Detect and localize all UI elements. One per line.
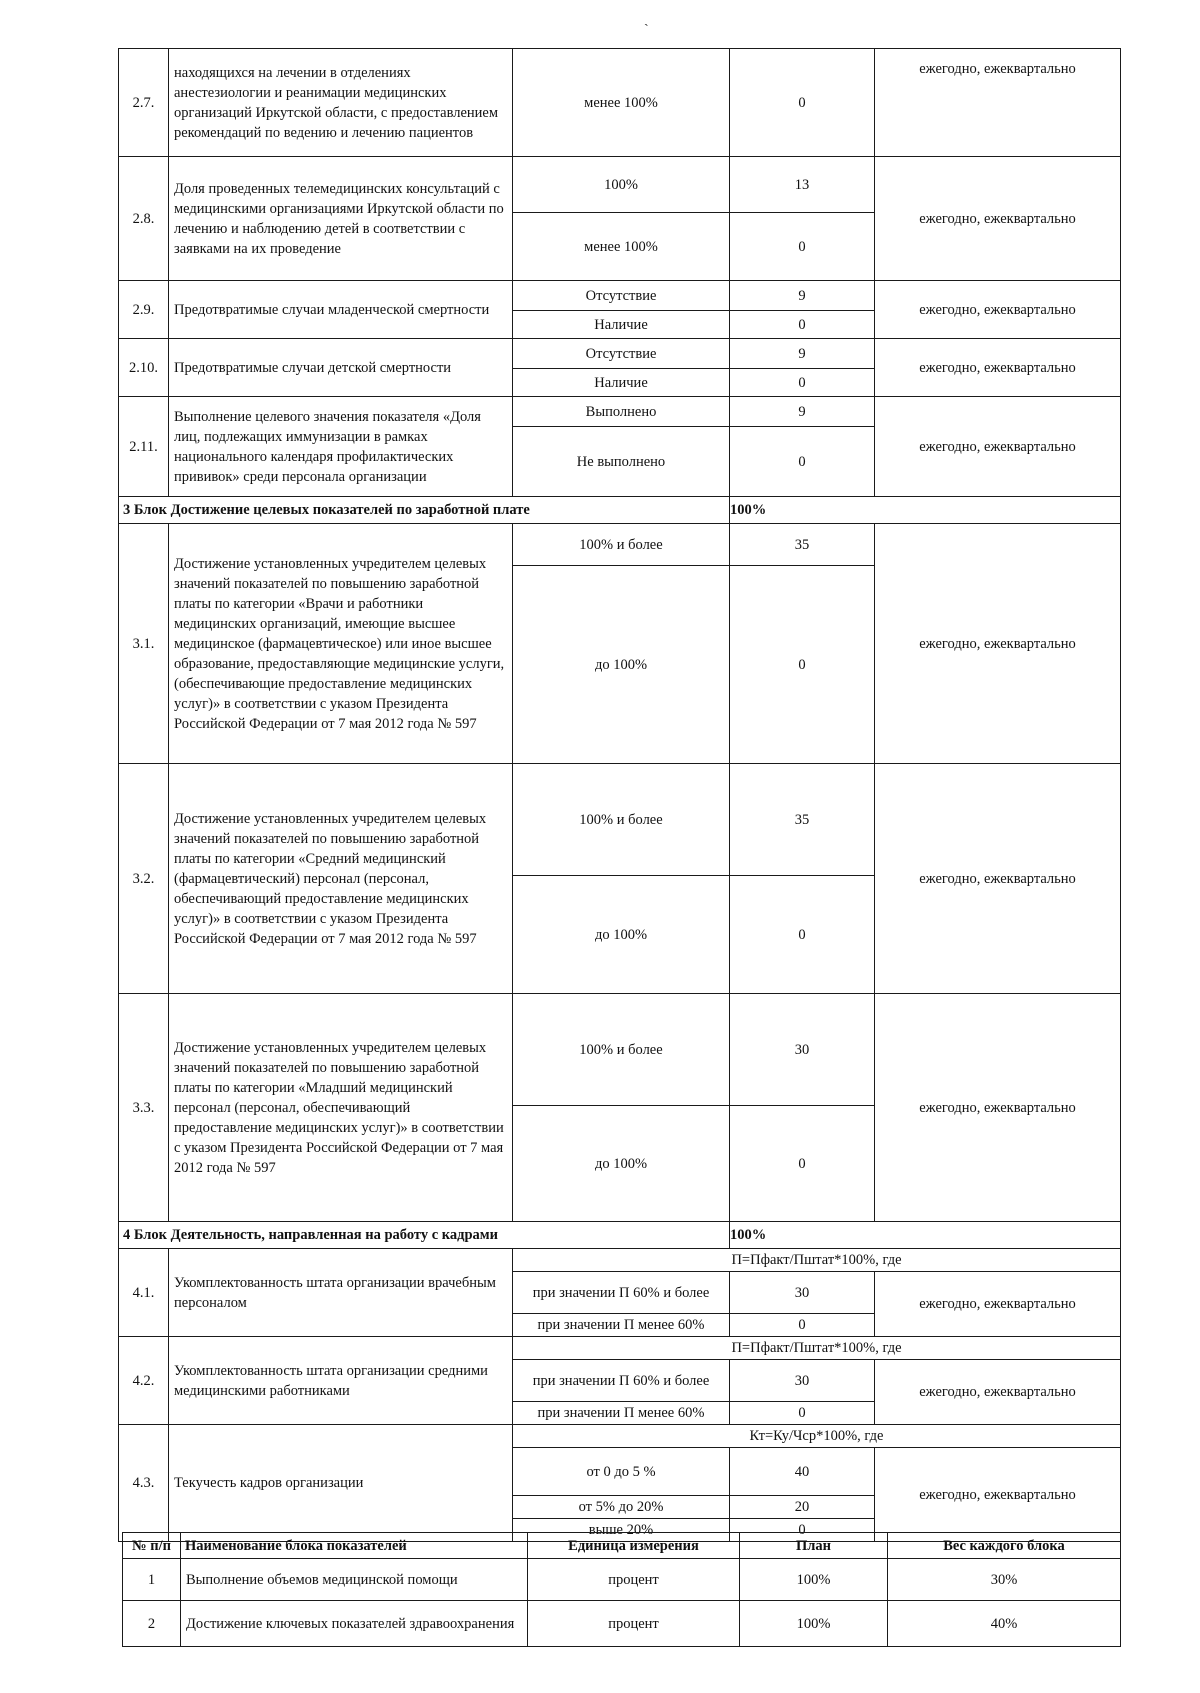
criterion: до 100% — [513, 566, 730, 764]
period: ежегодно, ежеквартально — [875, 49, 1121, 157]
points: 30 — [730, 1272, 875, 1314]
row-number: 2.8. — [119, 157, 169, 281]
row-number: 3.1. — [119, 524, 169, 764]
indicator-name: находящихся на лечении в отделениях анестезиологии и реанимации медицинских организаций Иркутской области, с предоставлением рекомендаций по ведению и лечению пациентов — [169, 49, 513, 157]
row-number: 2.11. — [119, 397, 169, 497]
indicator-name: Укомплектованность штата организации средними медицинскими работниками — [169, 1337, 513, 1425]
criterion: 100% — [513, 157, 730, 213]
table-row — [119, 524, 1121, 566]
table-row — [119, 157, 1121, 213]
period: ежегодно, ежеквартально — [875, 157, 1121, 281]
points: 0 — [730, 1314, 875, 1337]
indicators-table — [118, 48, 1121, 1542]
summary-unit: процент — [528, 1559, 740, 1601]
criterion: 100% и более — [513, 994, 730, 1106]
points: 0 — [730, 311, 875, 339]
summary-row — [123, 1559, 1121, 1601]
points: 0 — [730, 876, 875, 994]
summary-num: 1 — [123, 1559, 181, 1601]
block-weight: 100% — [730, 1222, 1121, 1249]
points: 0 — [730, 49, 875, 157]
points: 0 — [730, 213, 875, 281]
indicator-name: Укомплектованность штата организации врачебным персоналом — [169, 1249, 513, 1337]
row-number: 2.10. — [119, 339, 169, 397]
points: 35 — [730, 764, 875, 876]
points: 0 — [730, 566, 875, 764]
points: 0 — [730, 1402, 875, 1425]
criterion: Наличие — [513, 311, 730, 339]
criterion: при значении П 60% и более — [513, 1272, 730, 1314]
points: 0 — [730, 1106, 875, 1222]
table-row — [119, 1249, 1121, 1272]
indicator-name: Достижение установленных учредителем целевых значений показателей по повышению заработной платы по категории «Врачи и работники медицинских организаций, имеющие высшее медицинское (фармацевтическое) или иное высшее образование, предоставляющие медицинские услуги, (обеспечивающие предоставление медицинских услуг)» в соответствии с указом Президента Российской Федерации от 7 мая 2012 года № 597 — [169, 524, 513, 764]
criterion: Отсутствие — [513, 281, 730, 311]
points: 9 — [730, 397, 875, 427]
table-row — [119, 1425, 1121, 1448]
indicator-name: Текучесть кадров организации — [169, 1425, 513, 1542]
row-number: 3.3. — [119, 994, 169, 1222]
criterion: Не выполнено — [513, 427, 730, 497]
summary-weight: 40% — [888, 1601, 1121, 1647]
indicator-name: Достижение установленных учредителем целевых значений показателей по повышению заработной платы по категории «Младший медицинский персонал (персонал, обеспечивающий предоставление медицинских услуг)» в соответствии с указом Президента Российской Федерации от 7 мая 2012 года № 597 — [169, 994, 513, 1222]
indicator-name: Достижение установленных учредителем целевых значений показателей по повышению заработной платы по категории «Средний медицинский (фармацевтический) персонал (персонал, обеспечивающий предоставление медицинских услуг)» в соответствии с указом Президента Российской Федерации от 7 мая 2012 года № 597 — [169, 764, 513, 994]
summary-unit: процент — [528, 1601, 740, 1647]
summary-plan: 100% — [740, 1559, 888, 1601]
header-num: № п/п — [123, 1533, 181, 1559]
summary-row — [123, 1601, 1121, 1647]
points: 30 — [730, 1360, 875, 1402]
block-header — [119, 1222, 1121, 1249]
row-number: 4.3. — [119, 1425, 169, 1542]
page-mark: ˏ — [644, 12, 649, 27]
criterion: выше 20% — [513, 1519, 730, 1542]
criterion: 100% и более — [513, 524, 730, 566]
period: ежегодно, ежеквартально — [875, 1272, 1121, 1337]
points: 35 — [730, 524, 875, 566]
criterion: Отсутствие — [513, 339, 730, 369]
table-row — [119, 764, 1121, 876]
criterion: до 100% — [513, 1106, 730, 1222]
header-plan: План — [740, 1533, 888, 1559]
points: 9 — [730, 339, 875, 369]
block-title: 4 Блок Деятельность, направленная на работу с кадрами — [119, 1222, 730, 1249]
summary-plan: 100% — [740, 1601, 888, 1647]
table-row — [119, 339, 1121, 369]
block-title: 3 Блок Достижение целевых показателей по заработной плате — [119, 497, 730, 524]
criterion: менее 100% — [513, 213, 730, 281]
row-number: 4.2. — [119, 1337, 169, 1425]
table-row — [119, 281, 1121, 311]
indicator-name: Предотвратимые случаи детской смертности — [169, 339, 513, 397]
summary-weight: 30% — [888, 1559, 1121, 1601]
formula: П=Пфакт/Пштат*100%, где — [513, 1249, 1121, 1272]
block-weight: 100% — [730, 497, 1121, 524]
period: ежегодно, ежеквартально — [875, 397, 1121, 497]
points: 0 — [730, 1519, 875, 1542]
row-number: 4.1. — [119, 1249, 169, 1337]
row-number: 2.7. — [119, 49, 169, 157]
summary-header-row — [123, 1533, 1121, 1559]
points: 40 — [730, 1448, 875, 1496]
criterion: Выполнено — [513, 397, 730, 427]
points: 13 — [730, 157, 875, 213]
period: ежегодно, ежеквартально — [875, 1360, 1121, 1425]
formula: П=Пфакт/Пштат*100%, где — [513, 1337, 1121, 1360]
points: 9 — [730, 281, 875, 311]
table-row — [119, 49, 1121, 157]
formula: Кт=Ку/Чср*100%, где — [513, 1425, 1121, 1448]
summary-table — [122, 1532, 1121, 1647]
criterion: до 100% — [513, 876, 730, 994]
table-row — [119, 1337, 1121, 1360]
period: ежегодно, ежеквартально — [875, 339, 1121, 397]
indicator-name: Выполнение целевого значения показателя «Доля лиц, подлежащих иммунизации в рамках национального календаря профилактических прививок» среди персонала организации — [169, 397, 513, 497]
points: 0 — [730, 427, 875, 497]
criterion: от 0 до 5 % — [513, 1448, 730, 1496]
indicator-name: Доля проведенных телемедицинских консультаций с медицинскими организациями Иркутской области по лечению и наблюдению детей в соответствии с заявками на их проведение — [169, 157, 513, 281]
criterion: от 5% до 20% — [513, 1496, 730, 1519]
header-unit: Единица измерения — [528, 1533, 740, 1559]
summary-block-name: Выполнение объемов медицинской помощи — [181, 1559, 528, 1601]
points: 30 — [730, 994, 875, 1106]
criterion: 100% и более — [513, 764, 730, 876]
criterion: менее 100% — [513, 49, 730, 157]
header-weight: Вес каждого блока — [888, 1533, 1121, 1559]
points: 20 — [730, 1496, 875, 1519]
period: ежегодно, ежеквартально — [875, 1448, 1121, 1542]
period: ежегодно, ежеквартально — [875, 281, 1121, 339]
table-row — [119, 994, 1121, 1106]
row-number: 3.2. — [119, 764, 169, 994]
summary-num: 2 — [123, 1601, 181, 1647]
table-row — [119, 397, 1121, 427]
indicator-name: Предотвратимые случаи младенческой смертности — [169, 281, 513, 339]
header-block-name: Наименование блока показателей — [181, 1533, 528, 1559]
period: ежегодно, ежеквартально — [875, 994, 1121, 1222]
row-number: 2.9. — [119, 281, 169, 339]
block-header — [119, 497, 1121, 524]
criterion: при значении П менее 60% — [513, 1314, 730, 1337]
criterion: Наличие — [513, 369, 730, 397]
criterion: при значении П 60% и более — [513, 1360, 730, 1402]
period: ежегодно, ежеквартально — [875, 764, 1121, 994]
criterion: при значении П менее 60% — [513, 1402, 730, 1425]
points: 0 — [730, 369, 875, 397]
period: ежегодно, ежеквартально — [875, 524, 1121, 764]
summary-block-name: Достижение ключевых показателей здравоохранения — [181, 1601, 528, 1647]
